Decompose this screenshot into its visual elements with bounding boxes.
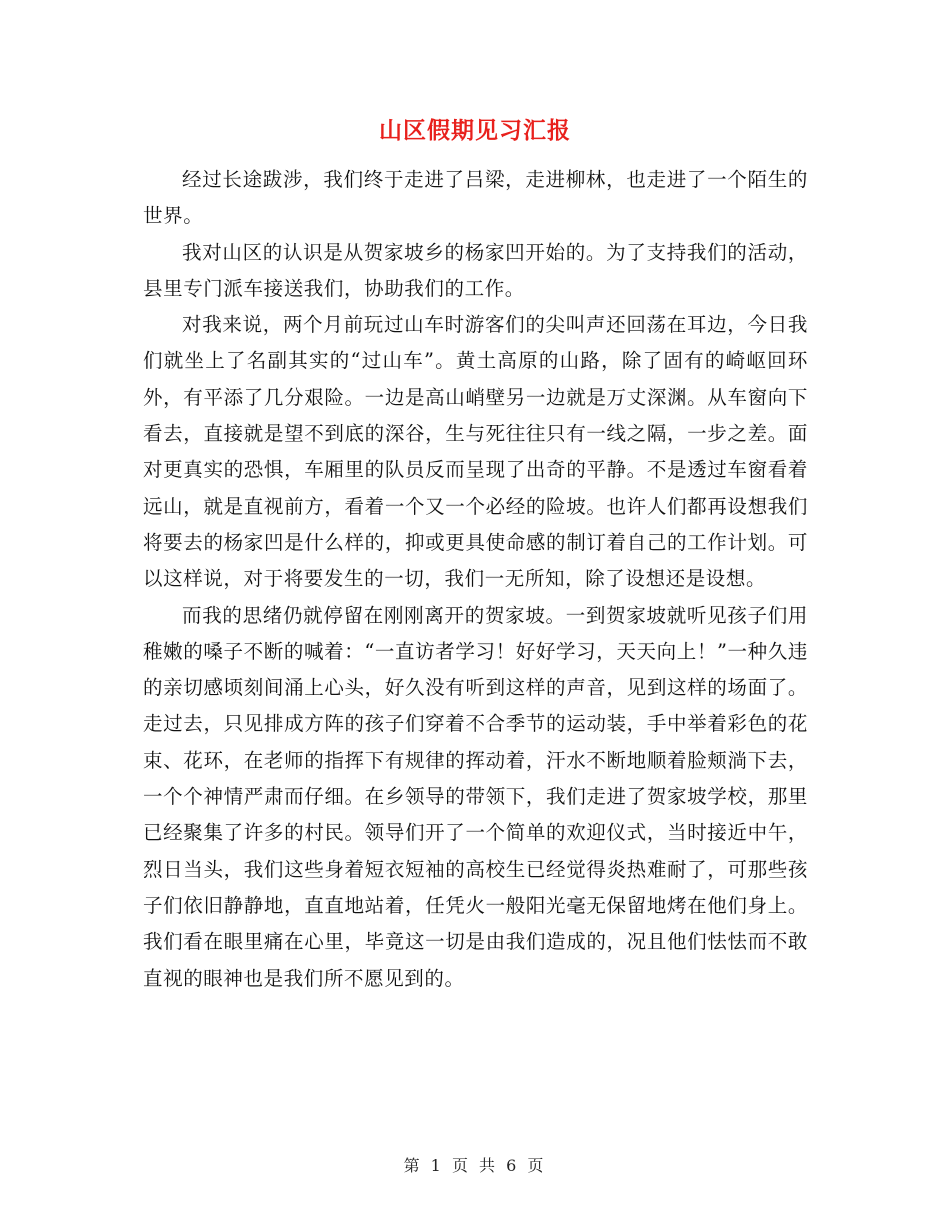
- document-body: [143, 162, 808, 997]
- paragraph-1: 经过长途跋涉，我们终于走进了吕梁，走进柳林，也走进了一个陌生的世界。: [143, 168, 808, 228]
- paragraph-2: 我对山区的认识是从贺家坡乡的杨家凹开始的。为了支持我们的活动，县里专门派车接送我们，协助我们的工作。: [143, 240, 808, 300]
- paragraph-3: 对我来说，两个月前玩过山车时游客们的尖叫声还回荡在耳边，今日我们就坐上了名副其实的“过山车”。黄土高原的山路，除了固有的崎岖回环外，有平添了几分艰险。一边是高山峭壁另一边就是万丈深渊。从车窗向下看去，直接就是望不到底的深谷，生与死往往只有一线之隔，一步之差。面对更真实的恐惧，车厢里的队员反而呈现了出奇的平静。不是透过车窗看着远山，就是直视前方，看着一个又一个必经的险坡。也许人们都再设想我们将要去的杨家凹是什么样的，抑或更具使命感的制订着自己的工作计划。可以这样说，对于将要发生的一切，我们一无所知，除了设想还是设想。: [143, 313, 808, 591]
- page-number-footer: 第 1 页 共 6 页: [403, 1156, 547, 1175]
- page-title: 山区假期见习汇报: [379, 117, 571, 144]
- paragraph-4: 而我的思绪仍就停留在刚刚离开的贺家坡。一到贺家坡就听见孩子们用稚嫩的嗓子不断的喊着：“一直访者学习！好好学习，天天向上！”一种久违的亲切感顷刻间涌上心头，好久没有听到这样的声音，见到这样的场面了。走过去，只见排成方阵的孩子们穿着不合季节的运动装，手中举着彩色的花束、花环，在老师的指挥下有规律的挥动着，汗水不断地顺着脸颊淌下去，一个个神情严肃而仔细。在乡领导的带领下，我们走进了贺家坡学校，那里已经聚集了许多的村民。领导们开了一个简单的欢迎仪式，当时接近中午，烈日当头，我们这些身着短衣短袖的高校生已经觉得炎热难耐了，可那些孩子们依旧静静地，直直地站着，任凭火一般阳光毫无保留地烤在他们身上。我们看在眼里痛在心里，毕竟这一切是由我们造成的，况且他们怯怯而不敢直视的眼神也是我们所不愿见到的。: [143, 603, 808, 990]
